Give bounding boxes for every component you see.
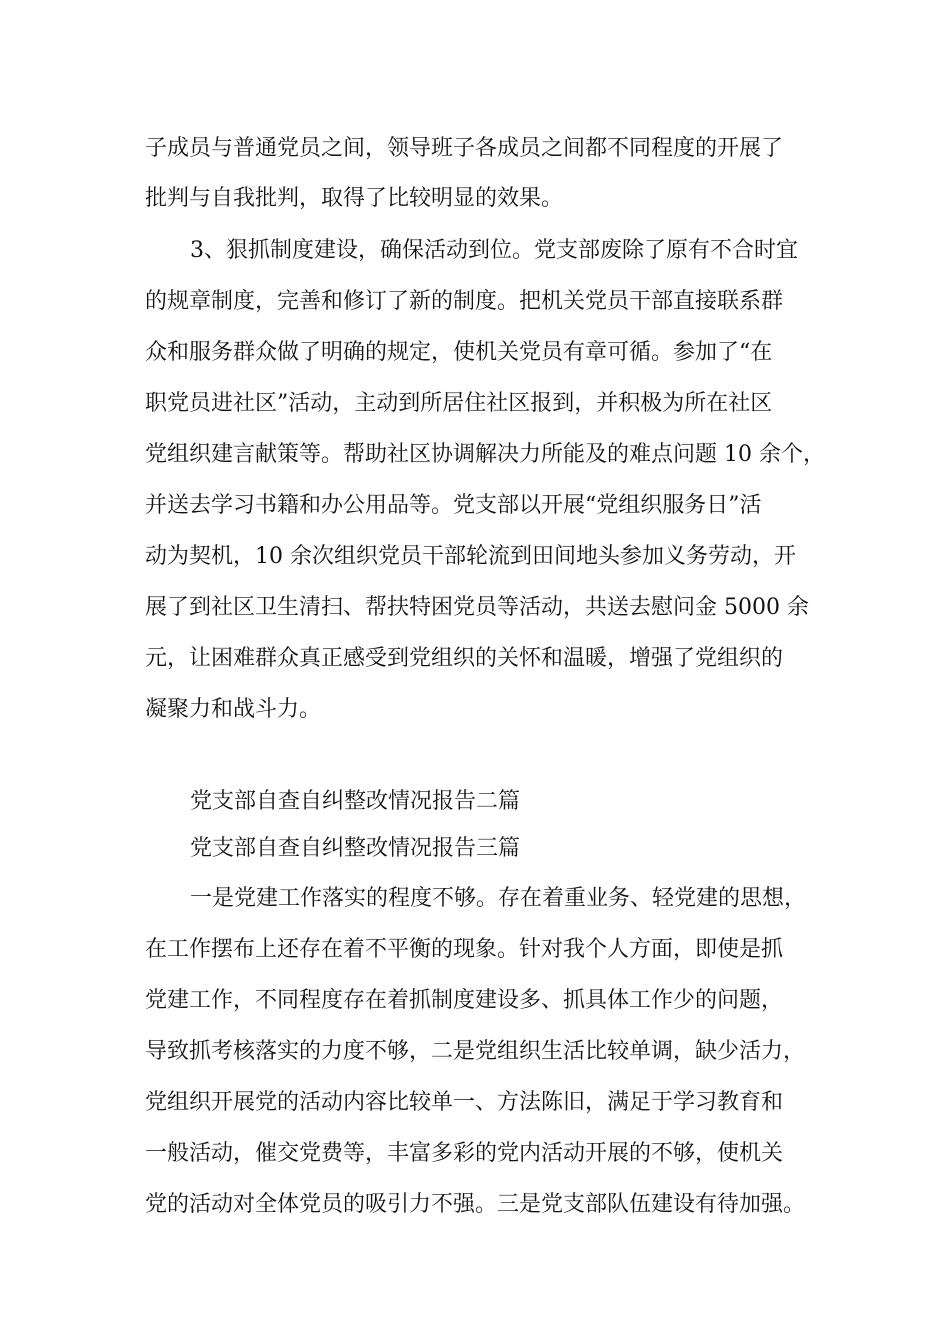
text-line: 在工作摆布上还存在着不平衡的现象。针对我个人方面，即使是抓 xyxy=(145,937,784,962)
text-line: 的规章制度，完善和修订了新的制度。把机关党员干部直接联系群 xyxy=(145,289,784,314)
text-line: 导致抓考核落实的力度不够，二是党组织生活比较单调，缺少活力， xyxy=(145,1039,806,1064)
text-line: 动为契机，10 余次组织党员干部轮流到田间地头参加义务劳动，开 xyxy=(145,544,796,569)
text-line: 展了到社区卫生清扫、帮扶特困党员等活动，共送去慰问金 5000 余 xyxy=(145,595,809,620)
text-line: 党建工作，不同程度存在着抓制度建设多、抓具体工作少的问题， xyxy=(145,988,784,1013)
text-line: 党组织建言献策等。帮助社区协调解决力所能及的难点问题 10 余个， xyxy=(145,442,825,467)
text-line: 职党员进社区”活动，主动到所居住社区报到，并积极为所在社区 xyxy=(145,391,773,416)
text-line: 3、狠抓制度建设，确保活动到位。党支部废除了原有不合时宜 xyxy=(190,238,798,263)
text-line: 党的活动对全体党员的吸引力不强。三是党支部队伍建设有待加强。 xyxy=(145,1192,806,1217)
text-line: 一是党建工作落实的程度不够。存在着重业务、轻党建的思想， xyxy=(190,886,807,911)
text-line: 一般活动，催交党费等，丰富多彩的党内活动开展的不够，使机关 xyxy=(145,1141,784,1166)
text-line: 批判与自我批判，取得了比较明显的效果。 xyxy=(145,186,564,211)
text-line: 凝聚力和战斗力。 xyxy=(145,697,322,722)
text-line: 元，让困难群众真正感受到党组织的关怀和温暖，增强了党组织的 xyxy=(145,646,784,671)
text-line: 众和服务群众做了明确的规定，使机关党员有章可循。参加了“在 xyxy=(145,340,773,365)
text-line: 子成员与普通党员之间，领导班子各成员之间都不同程度的开展了 xyxy=(145,136,784,161)
text-line: 党组织开展党的活动内容比较单一、方法陈旧，满足于学习教育和 xyxy=(145,1090,784,1115)
text-line: 并送去学习书籍和办公用品等。党支部以开展“党组织服务日”活 xyxy=(145,493,762,518)
section-title: 党支部自查自纠整改情况报告三篇 xyxy=(190,836,521,861)
section-title: 党支部自查自纠整改情况报告二篇 xyxy=(190,789,521,814)
